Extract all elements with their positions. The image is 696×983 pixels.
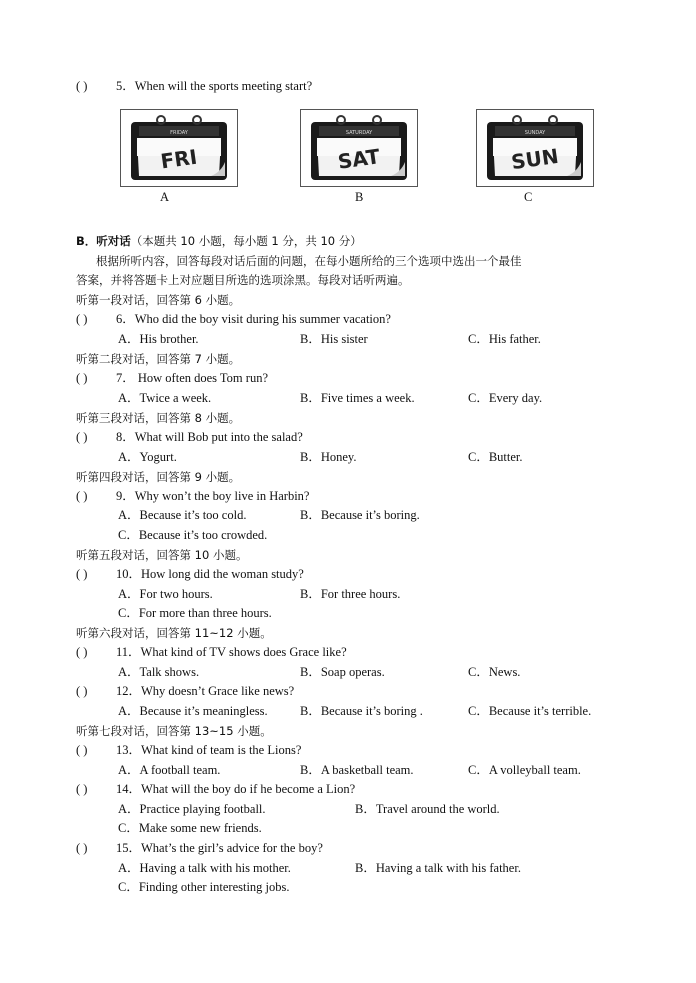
calendar-day-text: FRI: [159, 144, 199, 174]
question-paren: ( ): [76, 371, 88, 385]
option-b: B．For three hours.: [300, 587, 401, 601]
segment-heading: 听第五段对话，回答第 10 小题。: [76, 548, 248, 562]
section-b-note: （本题共 10 小题，每小题 1 分，共 10 分）: [130, 234, 362, 248]
option-a: A．Because it’s meaningless.: [118, 704, 268, 718]
question-paren: ( ): [76, 645, 88, 659]
question-text: 15．What’s the girl’s advice for the boy?: [116, 841, 323, 855]
section-b-intro-2: 答案，并将答题卡上对应题目所选的选项涂黑。每段对话听两遍。: [76, 273, 410, 287]
question-paren: ( ): [76, 841, 88, 855]
section-b-title: B．听对话: [76, 234, 131, 248]
option-a: A．Twice a week.: [118, 391, 212, 405]
question-paren: ( ): [76, 782, 88, 796]
option-c: C．Make some new friends.: [118, 821, 262, 835]
image-label-c: C: [524, 190, 533, 204]
calendar-day-text: SAT: [336, 144, 382, 174]
segment-heading: 听第三段对话，回答第 8 小题。: [76, 411, 241, 425]
option-a: A．Practice playing football.: [118, 802, 266, 816]
question-text: 13．What kind of team is the Lions?: [116, 743, 302, 757]
option-a: A．Having a talk with his mother.: [118, 861, 291, 875]
question-text: 10．How long did the woman study?: [116, 567, 304, 581]
question-paren: ( ): [76, 430, 88, 444]
question-text: 6．Who did the boy visit during his summer vacation?: [116, 312, 391, 326]
calendar-small-text: SUNDAY: [524, 130, 546, 136]
option-a: A．Yogurt.: [118, 450, 177, 464]
option-a: A．A football team.: [118, 763, 221, 777]
option-a: A．His brother.: [118, 332, 199, 346]
option-a: A．For two hours.: [118, 587, 213, 601]
option-b: B．Soap operas.: [300, 665, 385, 679]
calendar-image-sun: [476, 109, 594, 187]
option-c: C．Every day.: [468, 391, 543, 405]
option-b: B．Five times a week.: [300, 391, 415, 405]
segment-heading: 听第四段对话，回答第 9 小题。: [76, 470, 241, 484]
calendar-small-text: FRIDAY: [170, 130, 188, 136]
option-b: B．Having a talk with his father.: [355, 861, 521, 875]
question-text: 7． How often does Tom run?: [116, 371, 268, 385]
option-c: C．His father.: [468, 332, 541, 346]
q5-question: 5．When will the sports meeting start?: [116, 79, 313, 93]
question-paren: ( ): [76, 312, 88, 326]
segment-heading: 听第二段对话，回答第 7 小题。: [76, 352, 241, 366]
option-c: C．News.: [468, 665, 521, 679]
option-b: B．Because it’s boring .: [300, 704, 423, 718]
segment-heading: 听第七段对话，回答第 13~15 小题。: [76, 724, 272, 738]
option-b: B．Because it’s boring.: [300, 508, 420, 522]
q5-paren: ( ): [76, 79, 88, 93]
question-paren: ( ): [76, 743, 88, 757]
option-b: B．His sister: [300, 332, 368, 346]
option-c: C．Because it’s terrible.: [468, 704, 592, 718]
option-c: C．Because it’s too crowded.: [118, 528, 268, 542]
question-text: 14．What will the boy do if he become a Lion?: [116, 782, 356, 796]
question-paren: ( ): [76, 489, 88, 503]
section-b-heading: [76, 233, 362, 249]
option-b: B．Travel around the world.: [355, 802, 500, 816]
option-c: C．Butter.: [468, 450, 523, 464]
question-text: 8．What will Bob put into the salad?: [116, 430, 303, 444]
image-label-b: B: [355, 190, 364, 204]
option-c: C．Finding other interesting jobs.: [118, 880, 290, 894]
question-paren: ( ): [76, 684, 88, 698]
calendar-day-text: SUN: [509, 143, 560, 175]
option-a: A．Because it’s too cold.: [118, 508, 247, 522]
option-a: A．Talk shows.: [118, 665, 200, 679]
calendar-image-fri: [120, 109, 238, 187]
option-b: B．A basketball team.: [300, 763, 414, 777]
option-c: C．For more than three hours.: [118, 606, 272, 620]
segment-heading: 听第一段对话，回答第 6 小题。: [76, 293, 241, 307]
section-b-intro-1: 根据所听内容，回答每段对话后面的问题，在每小题所给的三个选项中选出一个最佳: [96, 254, 522, 268]
question-text: 9．Why won’t the boy live in Harbin?: [116, 489, 310, 503]
question-text: 11．What kind of TV shows does Grace like?: [116, 645, 347, 659]
calendar-small-text: SATURDAY: [345, 130, 373, 136]
image-label-a: A: [160, 190, 170, 204]
option-c: C．A volleyball team.: [468, 763, 581, 777]
calendar-image-sat: [300, 109, 418, 187]
question-text: 12．Why doesn’t Grace like news?: [116, 684, 295, 698]
question-paren: ( ): [76, 567, 88, 581]
option-b: B．Honey.: [300, 450, 357, 464]
segment-heading: 听第六段对话，回答第 11~12 小题。: [76, 626, 272, 640]
